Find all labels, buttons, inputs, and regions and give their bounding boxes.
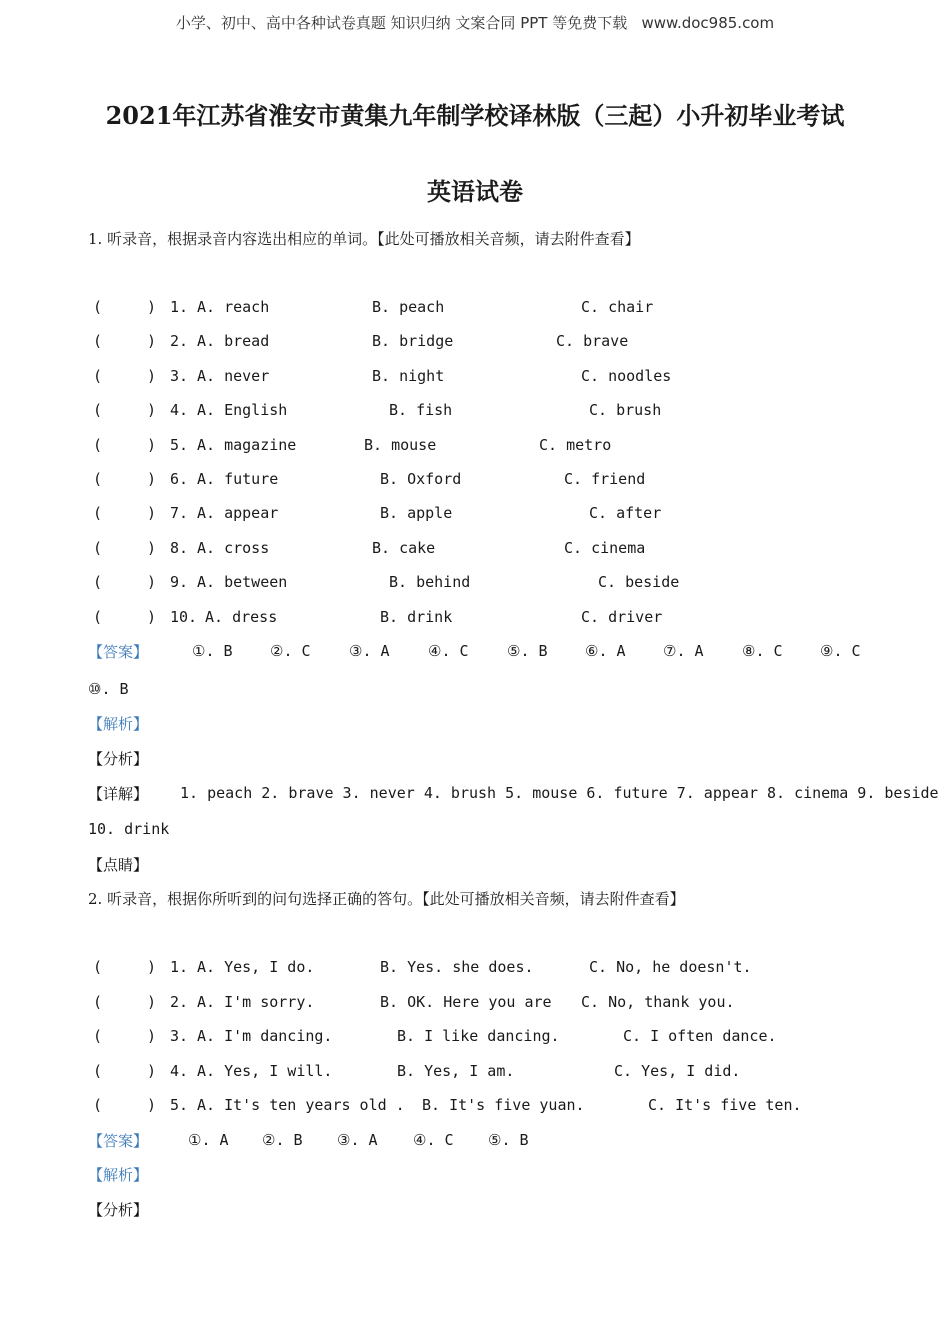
option-b: B. cake [372, 539, 436, 557]
option-a: A. It's ten years old . [197, 1096, 405, 1114]
option-a: A. dress [205, 608, 278, 626]
option-b: B. night [372, 367, 445, 385]
paren-close: ) [147, 573, 157, 591]
item-number: 2. [170, 993, 189, 1011]
option-b: B. Yes. she does. [380, 958, 534, 976]
option-b: B. Oxford [380, 470, 462, 488]
fenxi-label-2: 【分析】 [88, 1201, 149, 1219]
paren-open: ( [93, 958, 103, 976]
item-number: 7. [170, 504, 189, 522]
paren-close: ) [147, 367, 157, 385]
paren-open: ( [93, 1062, 103, 1080]
xiangjie-label-1: 【详解】 [88, 785, 149, 803]
option-b: B. OK. Here you are [380, 993, 552, 1011]
paren-close: ) [147, 1027, 157, 1045]
option-b: B. I like dancing. [397, 1027, 560, 1045]
option-b: B. behind [389, 573, 471, 591]
option-b: B. mouse [364, 436, 437, 454]
paren-open: ( [93, 993, 103, 1011]
answer-item: ⑧. C [742, 642, 783, 660]
xiangjie-last-1: 10. drink [88, 820, 170, 838]
option-c: C. metro [539, 436, 612, 454]
option-b: B. peach [372, 298, 445, 316]
paren-close: ) [147, 1096, 157, 1114]
option-a: A. I'm sorry. [197, 993, 315, 1011]
paren-open: ( [93, 401, 103, 419]
answer-item: ④. C [428, 642, 469, 660]
option-c: C. No, he doesn't. [589, 958, 752, 976]
option-a: A. Yes, I do. [197, 958, 315, 976]
option-a: A. reach [197, 298, 270, 316]
dianjing-label-1: 【点睛】 [88, 856, 149, 874]
option-b: B. bridge [372, 332, 454, 350]
option-a: A. never [197, 367, 270, 385]
answer-item: ①. B [192, 642, 233, 660]
paren-close: ) [147, 504, 157, 522]
option-a: A. Yes, I will. [197, 1062, 333, 1080]
paren-close: ) [147, 958, 157, 976]
paren-close: ) [147, 993, 157, 1011]
option-a: A. cross [197, 539, 270, 557]
paren-open: ( [93, 332, 103, 350]
analysis-label-2: 【解析】 [88, 1166, 149, 1184]
option-b: B. drink [380, 608, 453, 626]
answer-label-2: 【答案】 [88, 1132, 149, 1150]
paren-open: ( [93, 367, 103, 385]
paren-open: ( [93, 504, 103, 522]
option-b: B. Yes, I am. [397, 1062, 515, 1080]
option-c: C. cinema [564, 539, 646, 557]
option-a: A. between [197, 573, 288, 591]
item-number: 3. [170, 1027, 189, 1045]
option-c: C. chair [581, 298, 654, 316]
item-number: 3. [170, 367, 189, 385]
paren-close: ) [147, 332, 157, 350]
answer-item: ②. C [270, 642, 311, 660]
paren-close: ) [147, 608, 157, 626]
option-b: B. It's five yuan. [422, 1096, 585, 1114]
option-c: C. brave [556, 332, 629, 350]
answer-item: ②. B [262, 1131, 303, 1149]
answer-item: ⑦. A [663, 642, 704, 660]
question-1-prompt: 1. 听录音，根据录音内容选出相应的单词。【此处可播放相关音频，请去附件查看】 [88, 230, 640, 248]
answer-item: ⑨. C [820, 642, 861, 660]
paren-open: ( [93, 1027, 103, 1045]
option-c: C. brush [589, 401, 662, 419]
fenxi-label-1: 【分析】 [88, 750, 149, 768]
exam-title-line1: 2021年江苏省淮安市黄集九年制学校译林版（三起）小升初毕业考试 [105, 101, 845, 130]
paren-open: ( [93, 470, 103, 488]
paren-close: ) [147, 298, 157, 316]
answer-item: ③. A [349, 642, 390, 660]
option-c: C. It's five ten. [648, 1096, 802, 1114]
answer-item: ⑤. B [507, 642, 548, 660]
paren-open: ( [93, 298, 103, 316]
item-number: 6. [170, 470, 189, 488]
option-a: A. future [197, 470, 279, 488]
xiangjie-text-1: 1. peach 2. brave 3. never 4. brush 5. mouse 6. future 7. appear 8. cinema 9. beside [180, 784, 939, 802]
item-number: 2. [170, 332, 189, 350]
answer-item: ⑤. B [488, 1131, 529, 1149]
question-2-prompt: 2. 听录音，根据你所听到的问句选择正确的答句。【此处可播放相关音频，请去附件查看】 [88, 890, 685, 908]
paren-open: ( [93, 608, 103, 626]
item-number: 5. [170, 436, 189, 454]
option-c: C. after [589, 504, 662, 522]
answer-item: ①. A [188, 1131, 229, 1149]
exam-title-line2: 英语试卷 [427, 177, 523, 206]
answer-item: ④. C [413, 1131, 454, 1149]
item-number: 1. [170, 298, 189, 316]
option-c: C. noodles [581, 367, 672, 385]
paren-close: ) [147, 470, 157, 488]
option-a: A. I'm dancing. [197, 1027, 333, 1045]
item-number: 5. [170, 1096, 189, 1114]
analysis-label-1: 【解析】 [88, 715, 149, 733]
option-c: C. I often dance. [623, 1027, 777, 1045]
paren-open: ( [93, 1096, 103, 1114]
option-a: A. bread [197, 332, 270, 350]
item-number: 1. [170, 958, 189, 976]
option-a: A. appear [197, 504, 279, 522]
paren-close: ) [147, 401, 157, 419]
option-c: C. beside [598, 573, 680, 591]
paren-open: ( [93, 573, 103, 591]
paren-open: ( [93, 539, 103, 557]
item-number: 4. [170, 401, 189, 419]
option-c: C. Yes, I did. [614, 1062, 741, 1080]
option-c: C. friend [564, 470, 646, 488]
option-b: B. apple [380, 504, 453, 522]
page-header: 小学、初中、高中各种试卷真题 知识归纳 文案合同 PPT 等免费下载 www.doc985.com [175, 14, 775, 32]
paren-close: ) [147, 1062, 157, 1080]
answer-label-1: 【答案】 [88, 643, 149, 661]
item-number: 4. [170, 1062, 189, 1080]
answer-item: ③. A [337, 1131, 378, 1149]
option-b: B. fish [389, 401, 453, 419]
paren-open: ( [93, 436, 103, 454]
answer-item: ⑥. A [585, 642, 626, 660]
answer-last-1: ⑩. B [88, 680, 129, 698]
paren-close: ) [147, 436, 157, 454]
item-number: 10. [170, 608, 198, 626]
item-number: 8. [170, 539, 189, 557]
item-number: 9. [170, 573, 189, 591]
option-a: A. magazine [197, 436, 297, 454]
option-c: C. driver [581, 608, 663, 626]
option-c: C. No, thank you. [581, 993, 735, 1011]
paren-close: ) [147, 539, 157, 557]
option-a: A. English [197, 401, 288, 419]
